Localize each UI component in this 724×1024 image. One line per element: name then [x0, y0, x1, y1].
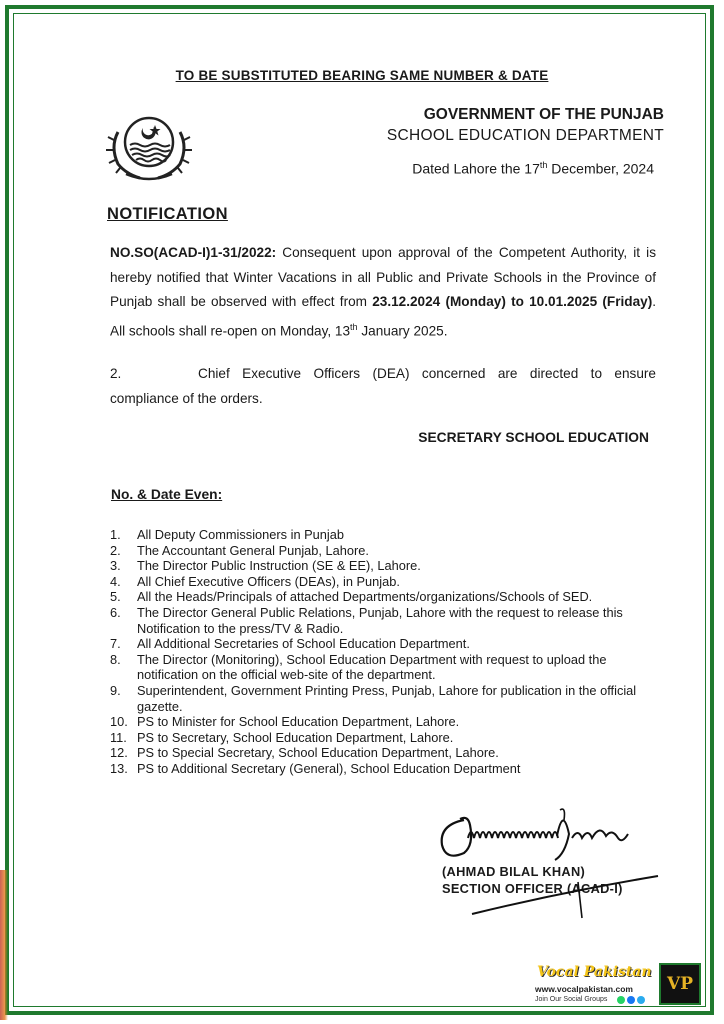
list-item: 1. All Deputy Commissioners in Punjab [110, 527, 344, 542]
list-item: 5. All the Heads/Principals of attached Departments/organizations/Schools of SED. [110, 589, 593, 605]
watermark-logo: VP [659, 963, 701, 1005]
list-item: 12. PS to Special Secretary, School Education Department, Lahore. [110, 745, 499, 761]
facebook-icon [627, 996, 635, 1004]
list-item: 3. The Director Public Instruction (SE & EE), Lahore. [110, 558, 421, 574]
list-item: 11. PS to Secretary, School Education Department, Lahore. [110, 729, 454, 745]
list-item: 8. The Director (Monitoring), School Education Department with request to upload the notification on the official web-site of the department. [110, 651, 607, 683]
watermark-badge [531, 963, 701, 1013]
list-item: 13. PS to Additional Secretary (General), School Education Department [110, 760, 521, 776]
notification-paragraph-2: 2. Chief Executive Officers (DEA) concerned are directed to ensure compliance of the orders. [110, 366, 656, 406]
date-line: Dated Lahore the 17th December, 2024 [412, 160, 654, 177]
signatory-designation: SECTION OFFICER (ACAD-I) [442, 881, 623, 896]
list-item: 7. All Additional Secretaries of School Education Department. [110, 636, 470, 652]
substitution-note: TO BE SUBSTITUTED BEARING SAME NUMBER & DATE [175, 68, 549, 83]
handwritten-signature [432, 808, 642, 866]
list-item: 6. The Director General Public Relations, Punjab, Lahore with the request to release this Notification to the press/TV & Radio. [110, 604, 623, 636]
watermark-join-text: Join Our Social Groups [535, 996, 608, 1003]
list-item: 9. Superintendent, Government Printing Press, Punjab, Lahore for publication in the official gazette. [110, 682, 637, 714]
list-item: 10. PS to Minister for School Education Department, Lahore. [110, 714, 460, 730]
watermark-url: www.vocalpakistan.com [535, 984, 633, 994]
notification-number: NO.SO(ACAD-I)1-31/2022: [110, 245, 277, 260]
secretary-signoff: SECRETARY SCHOOL EDUCATION [418, 430, 649, 445]
whatsapp-icon [617, 996, 625, 1004]
vacation-period: 23.12.2024 (Monday) to 10.01.2025 (Friday) [372, 294, 653, 309]
punjab-emblem-icon [100, 112, 198, 184]
distribution-title: No. & Date Even: [111, 487, 223, 502]
edge-stain [0, 870, 8, 1020]
government-heading: GOVERNMENT OF THE PUNJAB [423, 106, 664, 123]
department-heading: SCHOOL EDUCATION DEPARTMENT [386, 127, 664, 144]
watermark-brand: Vocal Pakistan [537, 964, 652, 980]
notification-paragraph-1: NO.SO(ACAD-I)1-31/2022: Consequent upon approval of the Competent Authority, it is hereby notified that Winter Vacations in all Public and Private Schools in the Province of Punjab shall be observed with effect from 23.12.2024 (Monday) to 10.01.2025 (Friday). All schools shall re-open on Monday, 13th January 2025. [110, 245, 656, 339]
notification-title: NOTIFICATION [107, 205, 228, 223]
telegram-icon [637, 996, 645, 1004]
distribution-list [110, 527, 662, 777]
signature-underline-stroke [470, 870, 660, 920]
list-item: 4. All Chief Executive Officers (DEAs), in Punjab. [110, 573, 400, 589]
signatory-name: (AHMAD BILAL KHAN) [442, 864, 586, 879]
list-item: 2. The Accountant General Punjab, Lahore. [110, 542, 369, 558]
